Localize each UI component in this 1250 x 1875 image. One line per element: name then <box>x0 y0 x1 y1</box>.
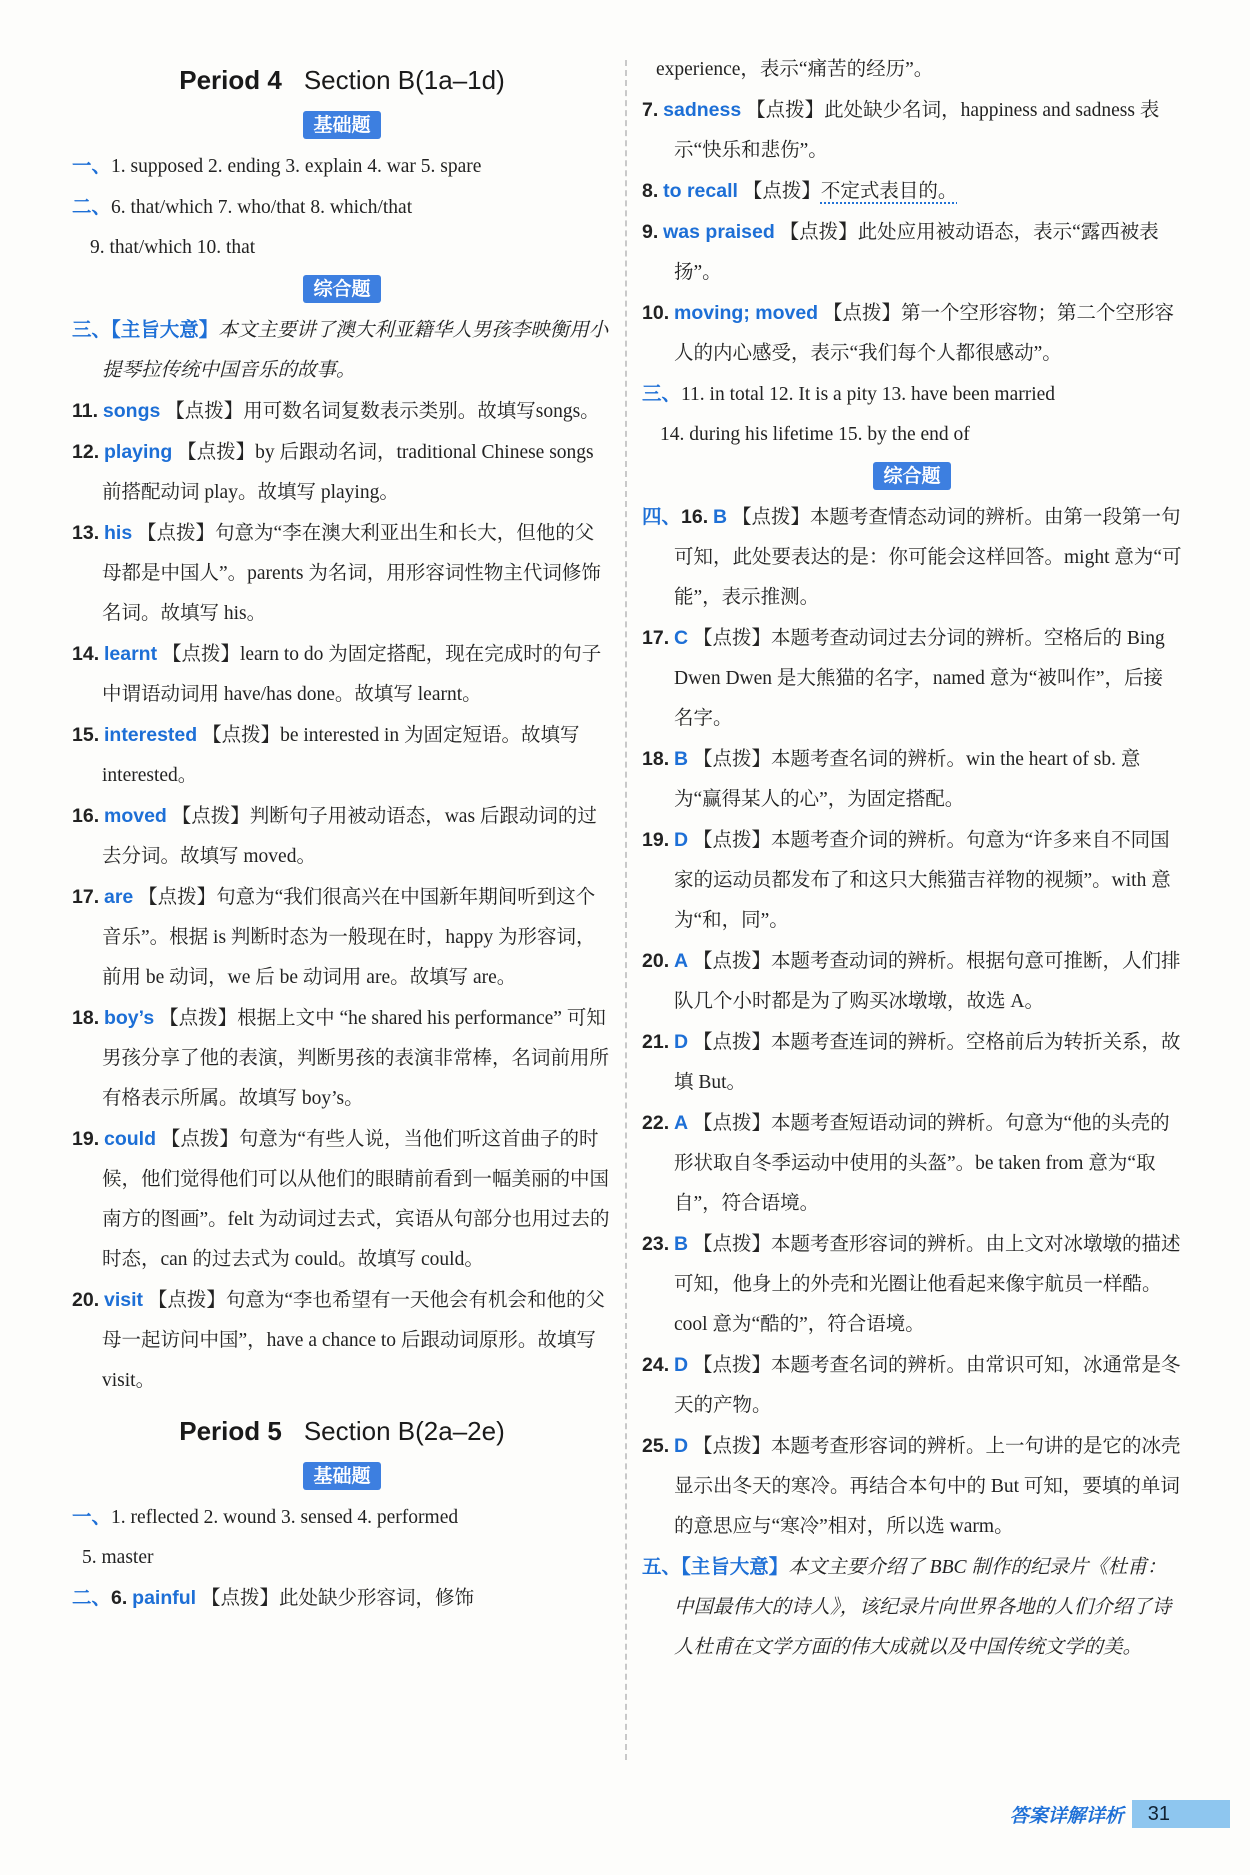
q-num: 22. <box>642 1112 670 1134</box>
question-20 <box>642 941 1182 1022</box>
question-13 <box>72 513 612 634</box>
q-answer: painful <box>132 1587 197 1609</box>
q-explanation: 不定式表目的。 <box>820 181 958 202</box>
q-answer: D <box>673 829 689 851</box>
q-num: 17. <box>72 886 100 908</box>
answer-text: 11. in total 12. It is a pity 13. have been married <box>681 384 1056 405</box>
page-number: 31 <box>1132 1800 1230 1828</box>
q-answer: B <box>673 1233 689 1255</box>
answer-line <box>72 1497 612 1538</box>
q-answer: playing <box>103 441 173 463</box>
section-mark: 四、 <box>642 505 682 528</box>
section-mark: 二、 <box>72 1586 112 1609</box>
answer-text: 1. supposed 2. ending 3. explain 4. war 5. spare <box>111 156 482 177</box>
question-16 <box>642 497 1182 618</box>
question-8 <box>642 171 1182 212</box>
q-num: 15. <box>72 724 100 746</box>
q-num: 12. <box>72 441 100 463</box>
question-15 <box>72 715 612 796</box>
q-answer: his <box>103 522 133 544</box>
question-23 <box>642 1224 1182 1345</box>
q-explanation: 【点拨】判断句子用被动语态，was 后跟动词的过去分词。故填写 moved。 <box>102 806 597 867</box>
q-answer: songs <box>102 400 161 422</box>
q-num: 9. <box>642 221 659 243</box>
q-num: 21. <box>642 1031 670 1053</box>
q-explanation: 【点拨】句意为“有些人说，当他们听这首曲子的时候，他们觉得他们可以从他们的眼睛前看到一幅美丽的中国南方的图画”。felt 为动词过去式，宾语从句部分也用过去的时态，can 的过去式为 could。故填写 could。 <box>102 1129 610 1270</box>
main-idea-paragraph <box>642 1547 1182 1668</box>
q-explanation: 【点拨】本题考查名词的辨析。由常识可知，冰通常是冬天的产物。 <box>674 1355 1181 1416</box>
section-mark: 三、 <box>642 382 682 405</box>
q-explanation: 【点拨】by 后跟动名词，traditional Chinese songs 前搭配动词 play。故填写 playing。 <box>102 442 594 503</box>
section-mark: 一、 <box>72 1505 112 1528</box>
q-explanation: 【点拨】be interested in 为固定短语。故填写 interested。 <box>102 725 580 786</box>
main-idea-text: 本文主要讲了澳大利亚籍华人男孩李映衡用小提琴拉传统中国音乐的故事。 <box>102 320 609 381</box>
q-answer: D <box>673 1031 689 1053</box>
question-19 <box>72 1119 612 1280</box>
period-4-section: Section B(1a–1d) <box>303 65 505 95</box>
q-answer: A <box>673 1112 689 1134</box>
question-18 <box>72 998 612 1119</box>
q-num: 16. <box>72 805 100 827</box>
q-explanation: 【点拨】本题考查形容词的辨析。上一句讲的是它的冰壳显示出冬天的寒冷。再结合本句中的 But 可知，要填的单词的意思应与“寒冷”相对，所以选 warm。 <box>674 1436 1181 1537</box>
q-num: 7. <box>642 99 659 121</box>
main-idea-paragraph <box>72 310 612 391</box>
answer-line <box>642 374 1182 415</box>
q-explanation: 【点拨】本题考查动词的辨析。根据句意可推断，人们排队几个小时都是为了购买冰墩墩，故选 A。 <box>674 951 1181 1012</box>
question-7 <box>642 90 1182 171</box>
question-9 <box>642 212 1182 293</box>
answer-text: 14. during his lifetime 15. by the end of <box>660 424 970 445</box>
q-answer: D <box>673 1435 689 1457</box>
basic-tag: 基础题 <box>303 111 380 139</box>
period-5-section: Section B(2a–2e) <box>303 1416 505 1446</box>
comprehensive-tag: 综合题 <box>873 462 950 490</box>
question-21 <box>642 1022 1182 1103</box>
q-num: 14. <box>72 643 100 665</box>
answer-line <box>72 146 612 187</box>
question-14 <box>72 634 612 715</box>
q-explanation: 【点拨】句意为“我们很高兴在中国新年期间听到这个音乐”。根据 is 判断时态为一般现在时，happy 为形容词，前用 be 动词，we 后 be 动词用 are。故填写 are。 <box>102 887 596 988</box>
answer-text: 1. reflected 2. wound 3. sensed 4. performed <box>111 1507 459 1528</box>
q-num: 25. <box>642 1435 670 1457</box>
continuation-line <box>642 50 1182 90</box>
question-17 <box>642 618 1182 739</box>
answer-line <box>72 228 612 268</box>
section-mark: 二、 <box>72 195 112 218</box>
question-11 <box>72 391 612 432</box>
q-answer: could <box>103 1128 156 1150</box>
q-explanation: 【点拨】此处缺少形容词，修饰 <box>200 1588 474 1609</box>
question-17 <box>72 877 612 998</box>
answer-line <box>72 187 612 228</box>
q-num: 16. <box>681 506 709 528</box>
question-12 <box>72 432 612 513</box>
question-10 <box>642 293 1182 374</box>
question-19 <box>642 820 1182 941</box>
q-explanation: 【点拨】本题考查情态动词的辨析。由第一段第一句可知，此处要表达的是：你可能会这样回答。might 意为“可能”，表示推测。 <box>674 507 1182 608</box>
q-explanation: 【点拨】句意为“李在澳大利亚出生和长大，但他的父母都是中国人”。parents 为名词，用形容词性物主代词修饰名词。故填写 his。 <box>102 523 601 624</box>
q-num: 24. <box>642 1354 670 1376</box>
q-explanation: 【点拨】用可数名词复数表示类别。故填写songs。 <box>165 401 600 422</box>
section-mark: 三、 <box>72 318 112 341</box>
q-answer: learnt <box>103 643 158 665</box>
q-num: 17. <box>642 627 670 649</box>
column-divider <box>625 60 627 1760</box>
q-explanation: 【点拨】第一个空形容物；第二个空形容人的内心感受，表示“我们每个人都很感动”。 <box>674 303 1174 364</box>
question-18 <box>642 739 1182 820</box>
q-num: 20. <box>642 950 670 972</box>
question-24 <box>642 1345 1182 1426</box>
q-explanation: 【点拨】此处应用被动语态，表示“露西被表扬”。 <box>674 222 1159 283</box>
answer-text: 9. that/which 10. that <box>90 237 256 258</box>
main-idea-label: 【主旨大意】 <box>681 1555 789 1578</box>
q-answer: A <box>673 950 689 972</box>
q-num: 19. <box>72 1128 100 1150</box>
period-4-title <box>72 58 612 102</box>
q-answer: C <box>673 627 689 649</box>
q-answer: sadness <box>663 99 742 121</box>
q-answer: to recall <box>663 180 738 202</box>
q-answer: moved <box>103 805 167 827</box>
question-6 <box>72 1578 612 1619</box>
q-num: 18. <box>642 748 670 770</box>
q-explanation: 【点拨】本题考查短语动词的辨析。句意为“他的头壳的形状取自冬季运动中使用的头盔”。be taken from 意为“取自”，符合语境。 <box>674 1113 1170 1214</box>
q-explanation: 【点拨】本题考查形容词的辨析。由上文对冰墩墩的描述可知，他身上的外壳和光圈让他看起来像宇航员一样酷。cool 意为“酷的”，符合语境。 <box>674 1234 1181 1335</box>
q-num: 6. <box>111 1587 128 1609</box>
q-answer: was praised <box>663 221 775 243</box>
right-column <box>642 50 1182 1668</box>
q-num: 13. <box>72 522 100 544</box>
footer-label: 答案详解详析 <box>1009 1804 1124 1827</box>
answer-text: 6. that/which 7. who/that 8. which/that <box>111 197 413 218</box>
answer-line <box>72 1538 612 1578</box>
q-explanation: 【点拨】learn to do 为固定搭配，现在完成时的句子中谓语动词用 have/has done。故填写 learnt。 <box>102 644 602 705</box>
q-answer: B <box>713 506 728 528</box>
q-answer: D <box>673 1354 689 1376</box>
q-explanation: 【点拨】本题考查介词的辨析。句意为“许多来自不同国家的运动员都发布了和这只大熊猫吉祥物的视频”。with 意为“和，同”。 <box>674 830 1171 931</box>
comprehensive-tag: 综合题 <box>303 275 380 303</box>
question-22 <box>642 1103 1182 1224</box>
q-num: 18. <box>72 1007 100 1029</box>
q-num: 10. <box>642 302 670 324</box>
q-explanation: 【点拨】本题考查连词的辨析。空格前后为转折关系，故填 But。 <box>674 1032 1181 1093</box>
q-answer: boy’s <box>103 1007 155 1029</box>
q-explanation: 【点拨】此处缺少名词，happiness and sadness 表示“快乐和悲伤”。 <box>674 100 1160 161</box>
q-explanation: 【点拨】本题考查名词的辨析。win the heart of sb. 意为“赢得某人的心”，为固定搭配。 <box>674 749 1141 810</box>
main-idea-label: 【主旨大意】 <box>111 318 219 341</box>
section-mark: 一、 <box>72 154 112 177</box>
question-25 <box>642 1426 1182 1547</box>
section-mark: 五、 <box>642 1555 682 1578</box>
q-num: 8. <box>642 180 659 202</box>
answer-line <box>642 415 1182 455</box>
q-explanation: 【点拨】根据上文中 “he shared his performance” 可知男孩分享了他的表演，判断男孩的表演非常棒，名词前用所有格表示所属。故填写 boy’s。 <box>102 1008 610 1109</box>
answer-text: 5. master <box>82 1547 154 1568</box>
main-idea-text: 本文主要介绍了 BBC 制作的纪录片《杜甫：中国最伟大的诗人》，该纪录片向世界各地的人们介绍了诗人杜甫在文学方面的伟大成就以及中国传统文学的美。 <box>674 1557 1172 1658</box>
question-20 <box>72 1280 612 1401</box>
q-hint: 【点拨】 <box>742 181 821 202</box>
continuation-text: experience，表示“痛苦的经历”。 <box>656 59 934 80</box>
q-num: 19. <box>642 829 670 851</box>
period-4-label: Period 4 <box>179 65 282 95</box>
page-footer <box>1010 1800 1230 1828</box>
q-answer: moving; moved <box>673 302 819 324</box>
basic-tag: 基础题 <box>303 1462 380 1490</box>
period-5-title <box>72 1409 612 1453</box>
period-5-label: Period 5 <box>179 1416 282 1446</box>
q-explanation: 【点拨】句意为“李也希望有一天他会有机会和他的父母一起访问中国”，have a chance to 后跟动词原形。故填写 visit。 <box>102 1290 606 1391</box>
q-answer: interested <box>103 724 198 746</box>
q-num: 11. <box>72 400 99 422</box>
question-16 <box>72 796 612 877</box>
q-answer: visit <box>103 1289 144 1311</box>
q-answer: B <box>673 748 689 770</box>
q-num: 23. <box>642 1233 670 1255</box>
q-num: 20. <box>72 1289 100 1311</box>
left-column <box>72 50 612 1619</box>
q-explanation: 【点拨】本题考查动词过去分词的辨析。空格后的 Bing Dwen Dwen 是大熊猫的名字，named 意为“被叫作”，后接名字。 <box>674 628 1165 729</box>
q-answer: are <box>103 886 134 908</box>
